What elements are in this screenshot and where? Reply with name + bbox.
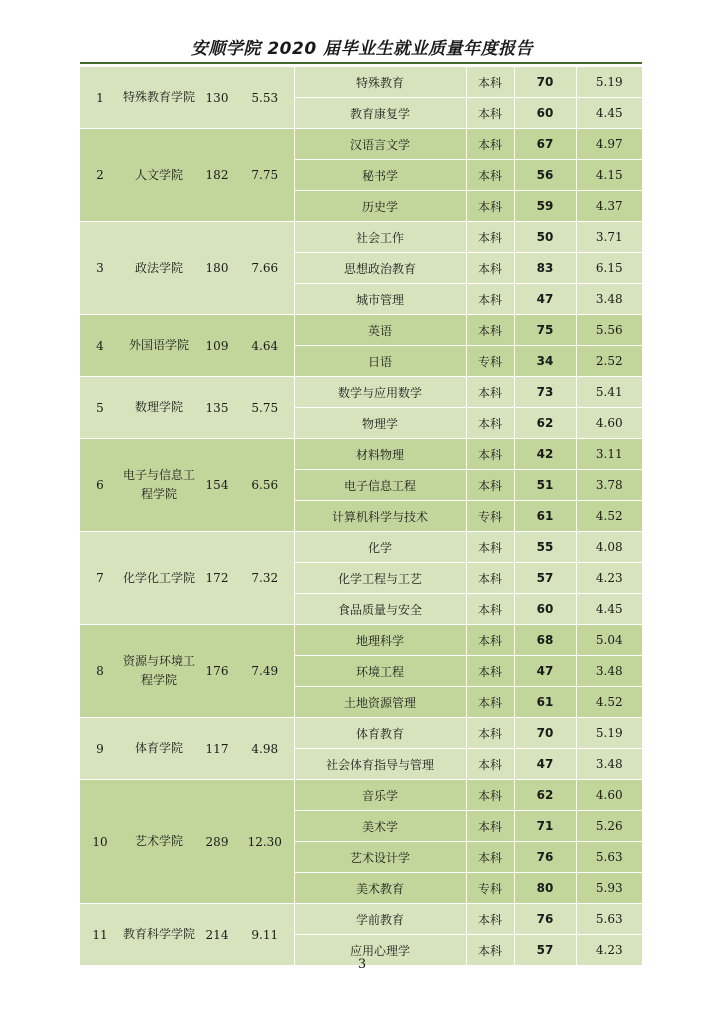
major-percent: 4.45 (576, 594, 642, 625)
degree-level: 专科 (466, 873, 514, 904)
major-name: 英语 (294, 315, 466, 346)
college-index: 3 (80, 222, 120, 315)
college-total: 214 (198, 904, 236, 966)
major-percent: 4.23 (576, 563, 642, 594)
degree-level: 本科 (466, 935, 514, 966)
major-name: 化学工程与工艺 (294, 563, 466, 594)
major-count: 71 (514, 811, 576, 842)
major-name: 思想政治教育 (294, 253, 466, 284)
major-percent: 4.60 (576, 408, 642, 439)
major-percent: 4.45 (576, 98, 642, 129)
college-total: 130 (198, 67, 236, 129)
college-total: 172 (198, 532, 236, 625)
college-name: 艺术学院 (120, 780, 198, 904)
college-ratio: 4.98 (236, 718, 294, 780)
table-row (80, 718, 642, 749)
major-name: 汉语言文学 (294, 129, 466, 160)
major-percent: 4.08 (576, 532, 642, 563)
major-percent: 4.97 (576, 129, 642, 160)
major-count: 62 (514, 408, 576, 439)
degree-level: 本科 (466, 160, 514, 191)
major-name: 物理学 (294, 408, 466, 439)
major-count: 56 (514, 160, 576, 191)
degree-level: 本科 (466, 811, 514, 842)
header-rule (80, 62, 642, 64)
major-count: 70 (514, 67, 576, 98)
college-name: 化学化工学院 (120, 532, 198, 625)
major-percent: 3.48 (576, 284, 642, 315)
report-header: 安顺学院 2020 届毕业生就业质量年度报告 (190, 39, 534, 59)
degree-level: 本科 (466, 904, 514, 935)
major-name: 体育教育 (294, 718, 466, 749)
major-name: 食品质量与安全 (294, 594, 466, 625)
major-percent: 4.23 (576, 935, 642, 966)
major-name: 特殊教育 (294, 67, 466, 98)
major-count: 68 (514, 625, 576, 656)
degree-level: 本科 (466, 780, 514, 811)
major-name: 计算机科学与技术 (294, 501, 466, 532)
college-ratio: 7.32 (236, 532, 294, 625)
major-name: 电子信息工程 (294, 470, 466, 501)
college-index: 8 (80, 625, 120, 718)
major-percent: 5.26 (576, 811, 642, 842)
college-index: 9 (80, 718, 120, 780)
degree-level: 本科 (466, 67, 514, 98)
major-name: 化学 (294, 532, 466, 563)
college-ratio: 12.30 (236, 780, 294, 904)
college-ratio: 5.75 (236, 377, 294, 439)
major-count: 47 (514, 656, 576, 687)
college-total: 117 (198, 718, 236, 780)
major-percent: 5.41 (576, 377, 642, 408)
major-percent: 3.71 (576, 222, 642, 253)
major-count: 51 (514, 470, 576, 501)
table-row (80, 377, 642, 408)
college-total: 289 (198, 780, 236, 904)
degree-level: 本科 (466, 656, 514, 687)
major-percent: 6.15 (576, 253, 642, 284)
major-count: 60 (514, 98, 576, 129)
degree-level: 本科 (466, 594, 514, 625)
major-count: 47 (514, 749, 576, 780)
major-count: 47 (514, 284, 576, 315)
major-count: 61 (514, 501, 576, 532)
degree-level: 本科 (466, 98, 514, 129)
table-row (80, 315, 642, 346)
college-index: 10 (80, 780, 120, 904)
table-row (80, 129, 642, 160)
major-percent: 3.11 (576, 439, 642, 470)
college-ratio: 5.53 (236, 67, 294, 129)
major-percent: 5.93 (576, 873, 642, 904)
degree-level: 本科 (466, 284, 514, 315)
major-count: 62 (514, 780, 576, 811)
degree-level: 本科 (466, 687, 514, 718)
college-ratio: 9.11 (236, 904, 294, 966)
major-percent: 3.48 (576, 749, 642, 780)
college-ratio: 7.49 (236, 625, 294, 718)
degree-level: 专科 (466, 501, 514, 532)
college-total: 109 (198, 315, 236, 377)
major-percent: 5.63 (576, 842, 642, 873)
major-name: 数学与应用数学 (294, 377, 466, 408)
degree-level: 本科 (466, 222, 514, 253)
degree-level: 本科 (466, 470, 514, 501)
table-row (80, 222, 642, 253)
college-index: 2 (80, 129, 120, 222)
college-name: 人文学院 (120, 129, 198, 222)
major-percent: 5.04 (576, 625, 642, 656)
table-row (80, 67, 642, 98)
degree-level: 本科 (466, 377, 514, 408)
degree-level: 本科 (466, 315, 514, 346)
major-name: 环境工程 (294, 656, 466, 687)
major-count: 50 (514, 222, 576, 253)
college-total: 182 (198, 129, 236, 222)
major-count: 80 (514, 873, 576, 904)
major-name: 社会工作 (294, 222, 466, 253)
major-count: 70 (514, 718, 576, 749)
table-row (80, 625, 642, 656)
major-name: 历史学 (294, 191, 466, 222)
major-name: 应用心理学 (294, 935, 466, 966)
major-count: 76 (514, 904, 576, 935)
major-count: 73 (514, 377, 576, 408)
college-name: 数理学院 (120, 377, 198, 439)
degree-level: 本科 (466, 191, 514, 222)
major-name: 教育康复学 (294, 98, 466, 129)
college-name: 资源与环境工程学院 (120, 625, 198, 718)
college-total: 135 (198, 377, 236, 439)
major-name: 秘书学 (294, 160, 466, 191)
degree-level: 本科 (466, 842, 514, 873)
major-name: 艺术设计学 (294, 842, 466, 873)
college-name: 体育学院 (120, 718, 198, 780)
college-index: 11 (80, 904, 120, 966)
major-percent: 3.78 (576, 470, 642, 501)
college-total: 180 (198, 222, 236, 315)
college-ratio: 7.75 (236, 129, 294, 222)
major-name: 日语 (294, 346, 466, 377)
college-name: 电子与信息工程学院 (120, 439, 198, 532)
major-name: 城市管理 (294, 284, 466, 315)
major-percent: 5.19 (576, 718, 642, 749)
major-percent: 4.60 (576, 780, 642, 811)
major-percent: 4.52 (576, 687, 642, 718)
degree-level: 本科 (466, 563, 514, 594)
major-count: 34 (514, 346, 576, 377)
college-index: 1 (80, 67, 120, 129)
major-percent: 2.52 (576, 346, 642, 377)
college-name: 政法学院 (120, 222, 198, 315)
major-name: 学前教育 (294, 904, 466, 935)
table-row (80, 904, 642, 935)
major-name: 音乐学 (294, 780, 466, 811)
degree-level: 本科 (466, 129, 514, 160)
major-percent: 5.63 (576, 904, 642, 935)
college-total: 154 (198, 439, 236, 532)
college-index: 5 (80, 377, 120, 439)
major-percent: 4.15 (576, 160, 642, 191)
table-row (80, 439, 642, 470)
degree-level: 本科 (466, 439, 514, 470)
major-count: 59 (514, 191, 576, 222)
college-name: 特殊教育学院 (120, 67, 198, 129)
major-count: 67 (514, 129, 576, 160)
degree-level: 专科 (466, 346, 514, 377)
major-name: 美术学 (294, 811, 466, 842)
major-name: 土地资源管理 (294, 687, 466, 718)
major-percent: 3.48 (576, 656, 642, 687)
major-count: 75 (514, 315, 576, 346)
page-number: 3 (357, 957, 367, 972)
major-count: 57 (514, 563, 576, 594)
degree-level: 本科 (466, 749, 514, 780)
degree-level: 本科 (466, 532, 514, 563)
major-percent: 5.19 (576, 67, 642, 98)
employment-table (80, 67, 642, 966)
major-percent: 4.37 (576, 191, 642, 222)
college-ratio: 7.66 (236, 222, 294, 315)
college-index: 7 (80, 532, 120, 625)
college-name: 外国语学院 (120, 315, 198, 377)
college-index: 6 (80, 439, 120, 532)
college-total: 176 (198, 625, 236, 718)
major-count: 60 (514, 594, 576, 625)
major-count: 61 (514, 687, 576, 718)
degree-level: 本科 (466, 253, 514, 284)
table-body (80, 67, 642, 966)
degree-level: 本科 (466, 408, 514, 439)
college-name: 教育科学学院 (120, 904, 198, 966)
table-row (80, 532, 642, 563)
college-ratio: 6.56 (236, 439, 294, 532)
table-row (80, 780, 642, 811)
major-count: 83 (514, 253, 576, 284)
degree-level: 本科 (466, 718, 514, 749)
major-count: 42 (514, 439, 576, 470)
major-count: 57 (514, 935, 576, 966)
major-count: 76 (514, 842, 576, 873)
major-name: 美术教育 (294, 873, 466, 904)
major-percent: 4.52 (576, 501, 642, 532)
major-percent: 5.56 (576, 315, 642, 346)
major-count: 55 (514, 532, 576, 563)
major-name: 材料物理 (294, 439, 466, 470)
college-ratio: 4.64 (236, 315, 294, 377)
college-index: 4 (80, 315, 120, 377)
major-name: 社会体育指导与管理 (294, 749, 466, 780)
degree-level: 本科 (466, 625, 514, 656)
major-name: 地理科学 (294, 625, 466, 656)
